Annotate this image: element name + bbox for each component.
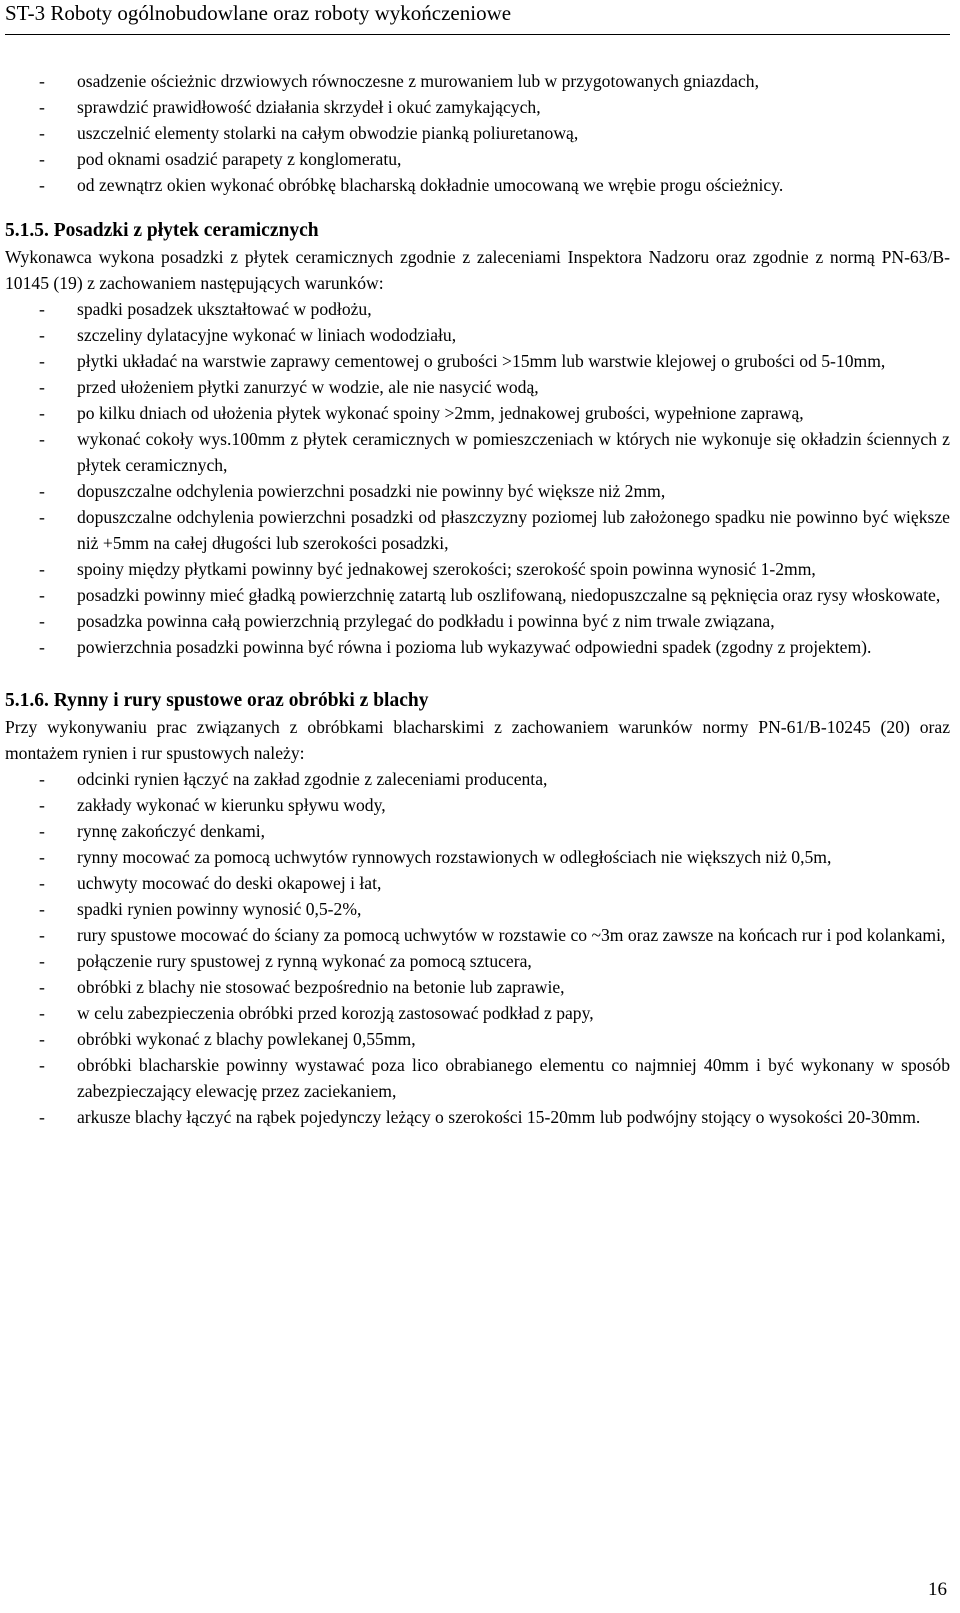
list-item: - osadzenie ościeżnic drzwiowych równoczesne z murowaniem lub w przygotowanych gniazdach, — [5, 68, 950, 94]
list-item: - spoiny między płytkami powinny być jednakowej szerokości; szerokość spoin powinna wynosić 1-2mm, — [5, 556, 950, 582]
list-item: - w celu zabezpieczenia obróbki przed korozją zastosować podkład z papy, — [5, 1000, 950, 1026]
page-number: 16 — [928, 1579, 947, 1600]
section-heading — [5, 688, 950, 714]
list-item: - spadki posadzek ukształtować w podłożu, — [5, 296, 950, 322]
list-item: - arkusze blachy łączyć na rąbek pojedynczy leżący o szerokości 15-20mm lub podwójny stojący o wysokości 20-30mm. — [5, 1104, 950, 1130]
list-item: - po kilku dniach od ułożenia płytek wykonać spoiny >2mm, jednakowej grubości, wypełnione zaprawą, — [5, 400, 950, 426]
list-item: - spadki rynien powinny wynosić 0,5-2%, — [5, 896, 950, 922]
section-number: 5.1.6. — [5, 690, 49, 711]
list-item: - sprawdzić prawidłowość działania skrzydeł i okuć zamykających, — [5, 94, 950, 120]
list-item: - powierzchnia posadzki powinna być równa i pozioma lub wykazywać odpowiedni spadek (zgodny z projektem). — [5, 634, 950, 660]
document-body — [5, 68, 950, 1130]
list-item: - zakłady wykonać w kierunku spływu wody, — [5, 792, 950, 818]
section-intro: Wykonawca wykona posadzki z płytek ceramicznych zgodnie z zaleceniami Inspektora Nadzoru oraz zgodnie z normą PN-63/B-10145 (19) z zachowaniem następujących warunków: — [5, 247, 950, 293]
list-item: - pod oknami osadzić parapety z konglomeratu, — [5, 146, 950, 172]
section-title: Posadzki z płytek ceramicznych — [53, 220, 319, 241]
list-item: - płytki układać na warstwie zaprawy cementowej o grubości >15mm lub warstwie klejowej o grubości od 5-10mm, — [5, 348, 950, 374]
section-intro: Przy wykonywaniu prac związanych z obróbkami blacharskimi z zachowaniem warunków normy PN-61/B-10245 (20) oraz montażem rynien i rur spustowych należy: — [5, 717, 950, 763]
list-item: - uszczelnić elementy stolarki na całym obwodzie pianką poliuretanową, — [5, 120, 950, 146]
intro-list — [5, 68, 950, 198]
list-item: - odcinki rynien łączyć na zakład zgodnie z zaleceniami producenta, — [5, 766, 950, 792]
section-list — [5, 766, 950, 1130]
list-item: - od zewnątrz okien wykonać obróbkę blacharską dokładnie umocowaną we wrębie progu ościeżnicy. — [5, 172, 950, 198]
section-heading — [5, 218, 950, 244]
list-item: - dopuszczalne odchylenia powierzchni posadzki od płaszczyzny poziomej lub założonego spadku nie powinno być większe niż +5mm na całej długości lub szerokości posadzki, — [5, 504, 950, 556]
list-item: - obróbki z blachy nie stosować bezpośrednio na betonie lub zaprawie, — [5, 974, 950, 1000]
list-item: - szczeliny dylatacyjne wykonać w liniach wododziału, — [5, 322, 950, 348]
list-item: - posadzka powinna całą powierzchnią przylegać do podkładu i powinna być z nim trwale związana, — [5, 608, 950, 634]
document-title: ST-3 Roboty ogólnobudowlane oraz roboty wykończeniowe — [5, 1, 512, 25]
list-item: - połączenie rury spustowej z rynną wykonać za pomocą sztucera, — [5, 948, 950, 974]
list-item: - wykonać cokoły wys.100mm z płytek ceramicznych w pomieszczeniach w których nie wykonuje się okładzin ściennych z płytek ceramicznych, — [5, 426, 950, 478]
list-item: - przed ułożeniem płytki zanurzyć w wodzie, ale nie nasycić wodą, — [5, 374, 950, 400]
section-number: 5.1.5. — [5, 220, 49, 241]
list-item: - posadzki powinny mieć gładką powierzchnię zatartą lub oszlifowaną, niedopuszczalne są pęknięcia oraz rysy włoskowate, — [5, 582, 950, 608]
list-item: - obróbki wykonać z blachy powlekanej 0,55mm, — [5, 1026, 950, 1052]
list-item: - rynny mocować za pomocą uchwytów rynnowych rozstawionych w odległościach nie większych niż 0,5m, — [5, 844, 950, 870]
list-item: - rury spustowe mocować do ściany za pomocą uchwytów w rozstawie co ~3m oraz zawsze na końcach rur i pod kolankami, — [5, 922, 950, 948]
list-item: - dopuszczalne odchylenia powierzchni posadzki nie powinny być większe niż 2mm, — [5, 478, 950, 504]
section-list — [5, 296, 950, 660]
section-title: Rynny i rury spustowe oraz obróbki z blachy — [53, 690, 429, 711]
section-5-1-6 — [5, 688, 950, 1130]
list-item: - obróbki blacharskie powinny wystawać poza lico obrabianego elementu co najmniej 40mm i być wykonany w sposób zabezpieczający elewację przez zaciekaniem, — [5, 1052, 950, 1104]
section-5-1-5 — [5, 218, 950, 660]
list-item: - uchwyty mocować do deski okapowej i łat, — [5, 870, 950, 896]
list-item: - rynnę zakończyć denkami, — [5, 818, 950, 844]
page-header — [5, 0, 950, 35]
